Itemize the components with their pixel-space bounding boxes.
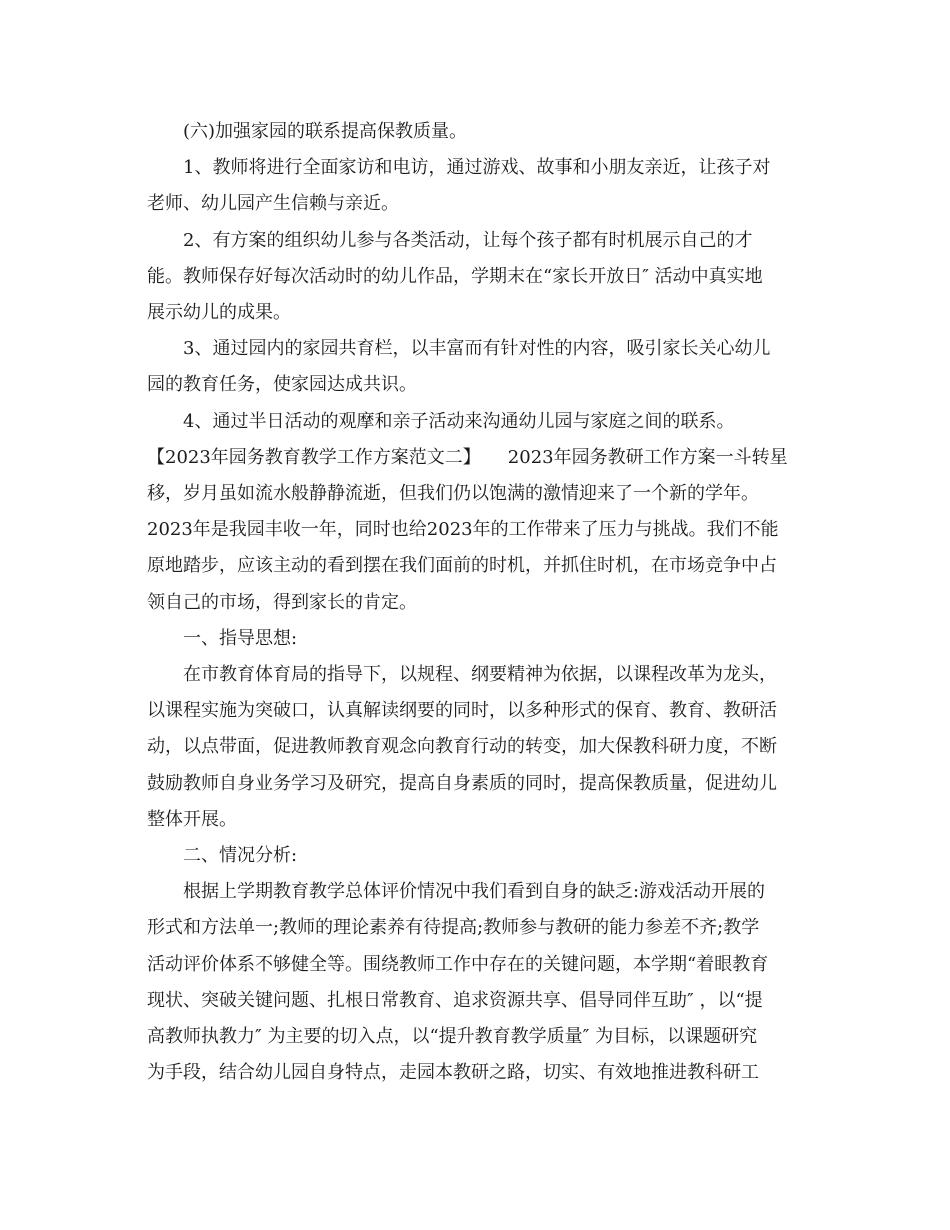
text-line: 在市教育体育局的指导下，以规程、纲要精神为依据，以课程改革为龙头， [183,664,777,686]
text-line: 展示幼儿的成果。 [147,302,291,324]
heading-situation-analysis [147,838,807,874]
text-line: 二、情况分析: [183,845,298,867]
text-line: 领自己的市场，得到家长的肯定。 [147,591,417,613]
paragraph-guiding-ideology [147,657,807,838]
text-line: 原地踏步，应该主动的看到摆在我们面前的时机，并抓住时机，在市场竞争中占 [147,555,777,577]
text-line: 活动评价体系不够健全等。围绕教师工作中存在的关键问题，本学期“着眼教育 [147,953,769,975]
text-line: 2、有方案的组织幼儿参与各类活动，让每个孩子都有时机展示自己的才 [183,229,753,251]
paragraph-item-3 [147,331,807,403]
paragraph-plan-title-and-intro [147,440,807,621]
text-line: 形式和方法单一;教师的理论素养有待提高;教师参与教研的能力参差不齐;教学 [147,917,760,939]
text-line: 一、指导思想: [183,627,298,649]
paragraph-section-6-heading [147,114,807,150]
text-line: 根据上学期教育教学总体评价情况中我们看到自身的缺乏:游戏活动开展的 [183,881,766,903]
text-line: 动，以点带面，促进教师教育观念向教育行动的转变，加大保教科研力度，不断 [147,736,777,758]
paragraph-item-4 [147,404,807,440]
text-line: 鼓励教师自身业务学习及研究，提高自身素质的同时，提高保教质量，促进幼儿 [147,772,777,794]
text-line: (六)加强家园的联系提高保教质量。 [183,121,468,142]
paragraph-item-2 [147,223,807,332]
paragraph-situation-analysis [147,874,807,1091]
text-line: 能。教师保存好每次活动时的幼儿作品，学期末在“家长开放日″ 活动中真实地 [147,265,763,287]
text-line: 【2023年园务教育教学工作方案范文二】 2023年园务教研工作方案一斗转星 [147,446,788,468]
text-line: 整体开展。 [147,808,237,830]
text-line: 2023年是我园丰收一年，同时也给2023年的工作带来了压力与挑战。我们不能 [147,519,779,541]
text-line: 3、通过园内的家园共育栏，以丰富而有针对性的内容，吸引家长关心幼儿 [183,338,771,360]
text-line: 为手段，结合幼儿园自身特点，走园本教研之路，切实、有效地推进教科研工 [147,1062,759,1084]
text-line: 园的教育任务，使家园达成共识。 [147,374,417,396]
document-body [147,114,807,1091]
text-line: 以课程实施为突破口，认真解读纲要的同时，以多种形式的保育、教育、教研活 [147,700,777,722]
text-line: 4、通过半日活动的观摩和亲子活动来沟通幼儿园与家庭之间的联系。 [183,410,735,432]
text-line: 老师、幼儿园产生信赖与亲近。 [147,193,399,215]
text-line: 高教师执教力″ 为主要的切入点，以“提升教育教学质量″ 为目标，以课题研究 [147,1026,758,1048]
heading-guiding-ideology [147,621,807,657]
text-line: 1、教师将进行全面家访和电访，通过游戏、故事和小朋友亲近，让孩子对 [183,157,771,179]
paragraph-item-1 [147,150,807,222]
text-line: 移，岁月虽如流水般静静流逝，但我们仍以饱满的激情迎来了一个新的学年。 [147,483,759,505]
text-line: 现状、突破关键问题、扎根日常教育、追求资源共享、倡导同伴互助″ ，以“提 [147,989,763,1011]
